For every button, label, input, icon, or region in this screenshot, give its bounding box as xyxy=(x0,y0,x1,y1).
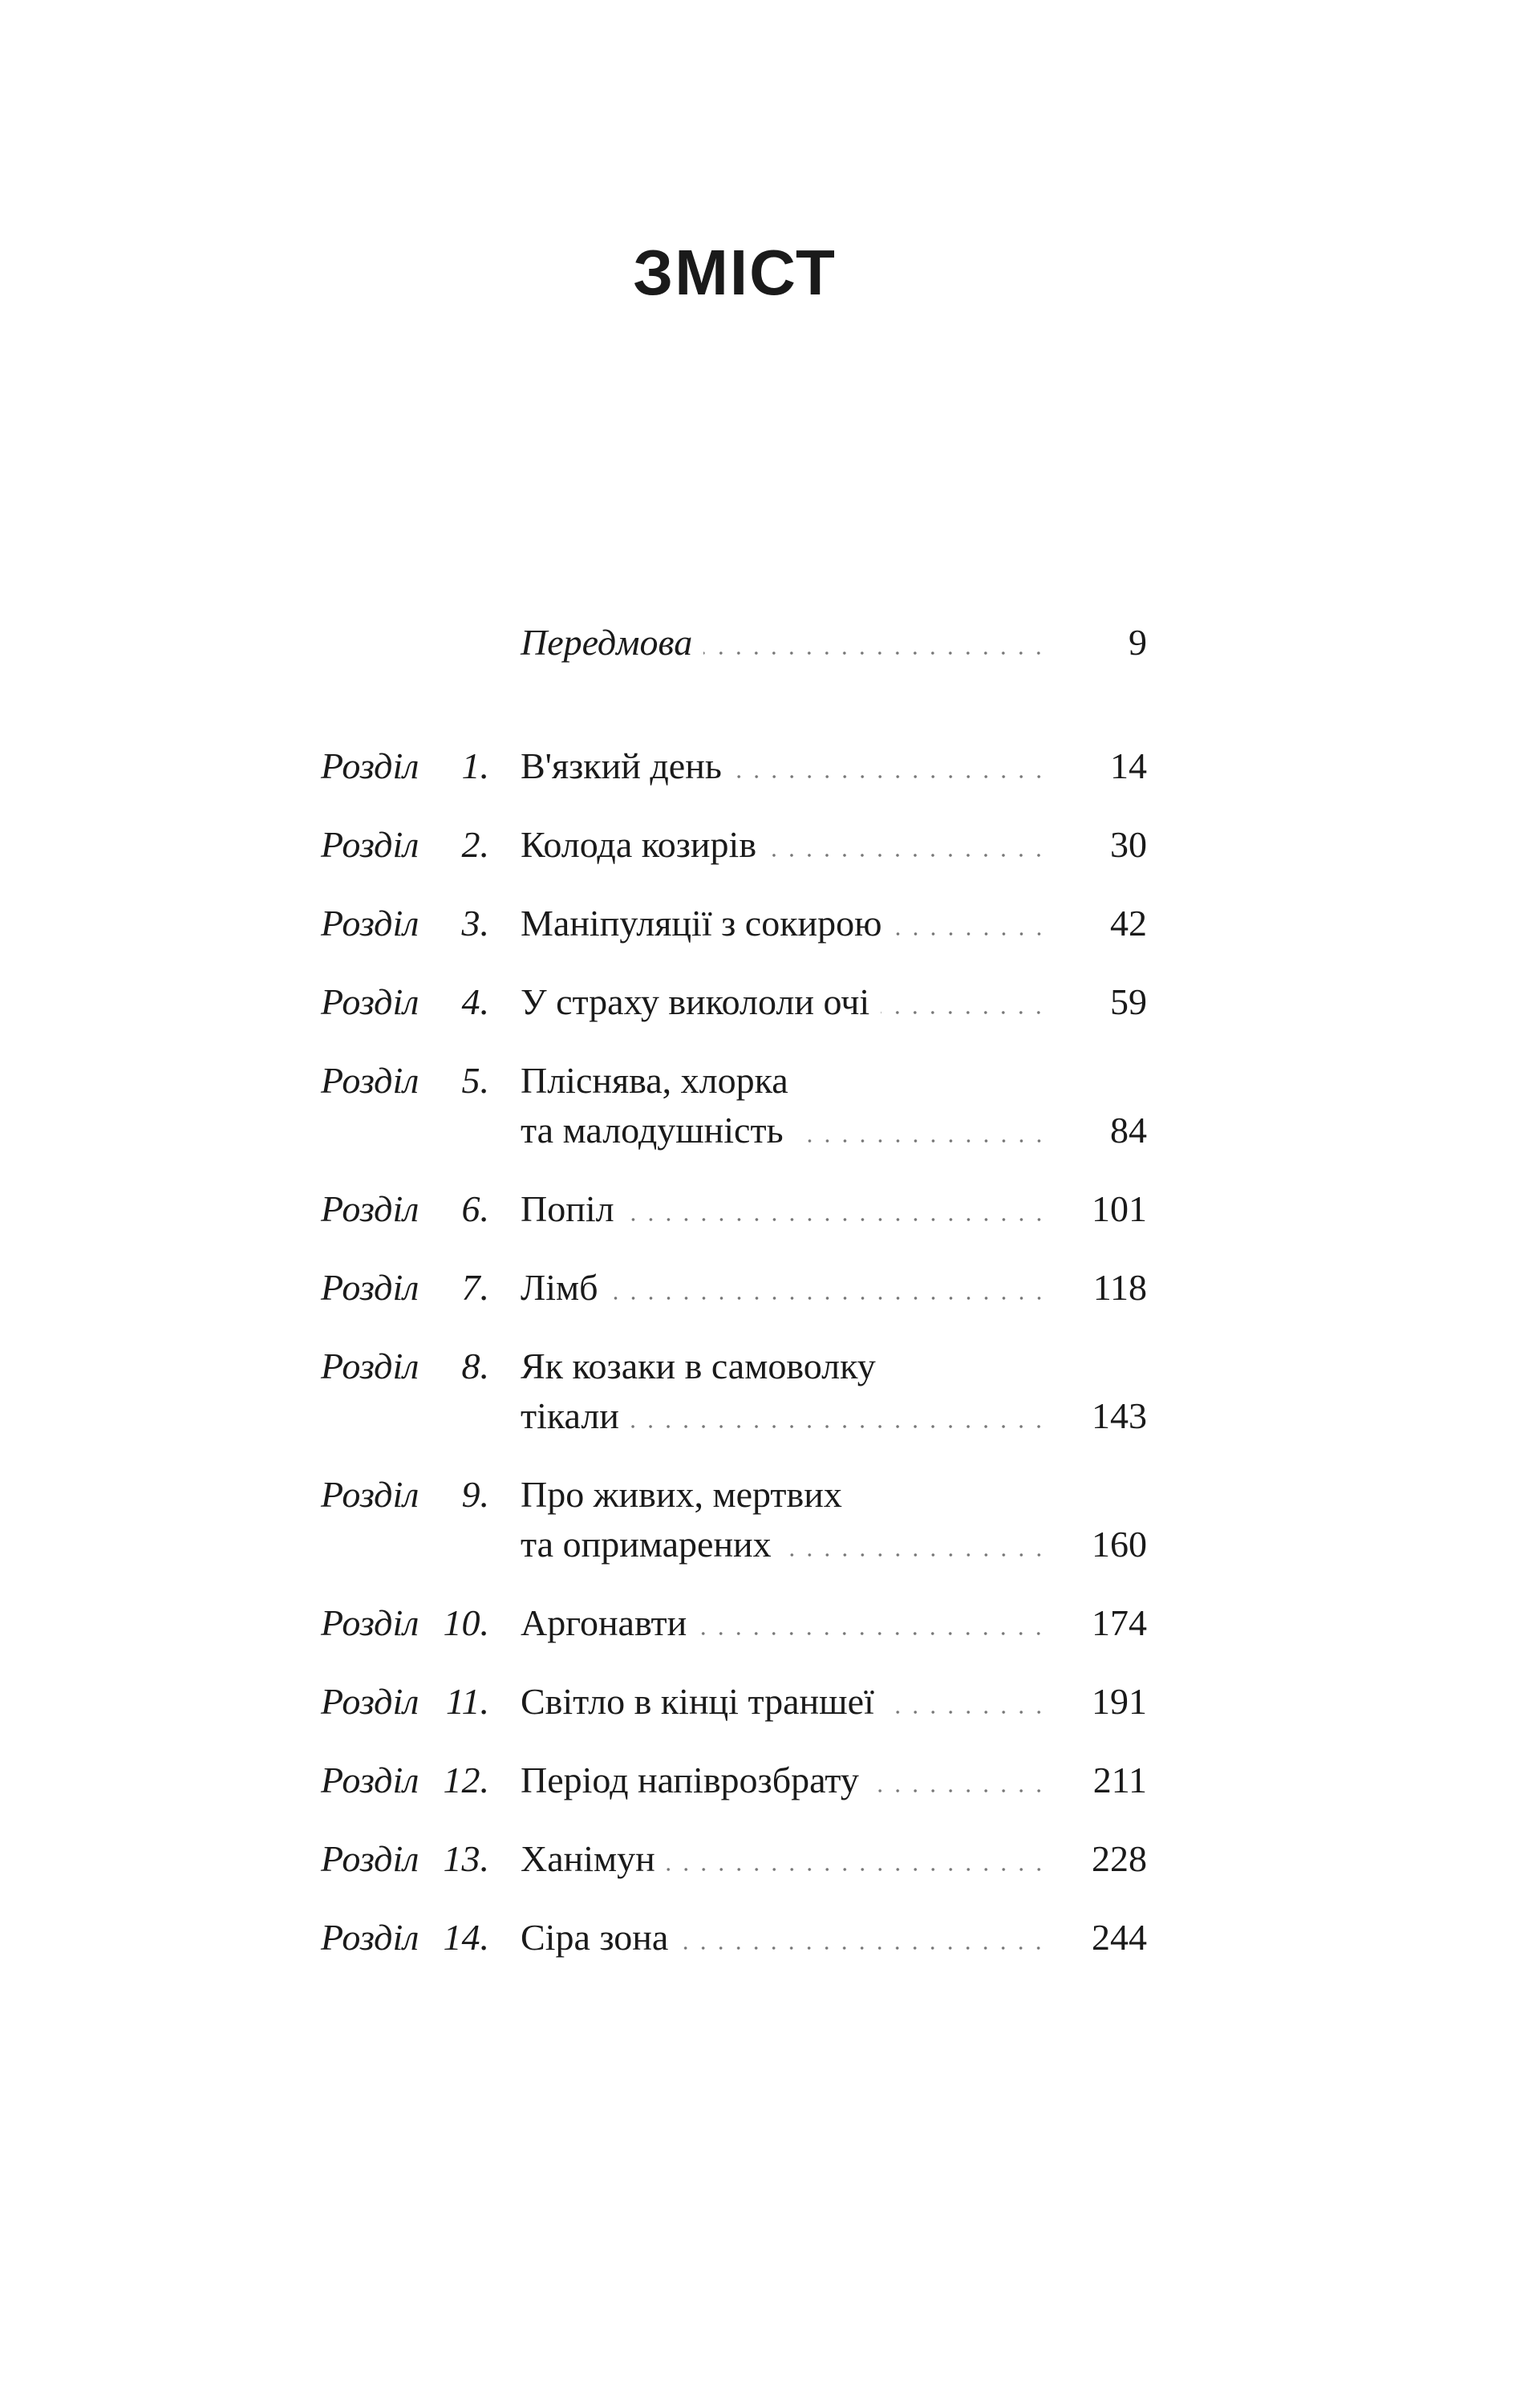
chapter-label: Розділ xyxy=(321,1346,419,1386)
chapter-title-line: Колода козирів xyxy=(521,824,757,865)
chapter-title xyxy=(521,1598,1048,1648)
chapter-title-line: Про живих, мертвих xyxy=(521,1474,842,1515)
dot-leader xyxy=(894,932,1048,936)
chapter-label: Розділ xyxy=(321,1681,419,1722)
chapter-number: 11. xyxy=(445,1681,489,1722)
page-number: 9 xyxy=(1129,622,1147,663)
dot-leader xyxy=(886,1711,1048,1714)
chapter-number: 7. xyxy=(461,1267,489,1308)
chapter-label: Розділ xyxy=(321,1917,419,1958)
toc-entry xyxy=(321,1598,1147,1648)
page-number: 191 xyxy=(1092,1681,1147,1722)
chapter-title xyxy=(521,1756,1048,1805)
page-number: 228 xyxy=(1092,1838,1147,1879)
chapter-title xyxy=(521,1056,1048,1155)
chapter-title-line: Маніпуляції з сокирою xyxy=(521,903,882,944)
chapter-title xyxy=(521,1677,1048,1727)
chapter-title xyxy=(521,741,1048,791)
page-number: 14 xyxy=(1110,745,1147,786)
chapter-number: 5. xyxy=(461,1060,489,1101)
table-of-contents xyxy=(321,618,1147,1991)
chapter-label: Розділ xyxy=(321,1760,419,1800)
chapter-label: Розділ xyxy=(321,1267,419,1308)
dot-leader xyxy=(733,775,1048,778)
chapter-title-line: Період напіврозбрату xyxy=(521,1760,859,1800)
chapter-number: 10. xyxy=(443,1602,489,1643)
chapter-number: 14. xyxy=(443,1917,489,1958)
chapter-title-line: Аргонавти xyxy=(521,1602,687,1643)
chapter-label: Розділ xyxy=(321,1474,419,1515)
toc-entry xyxy=(321,1470,1147,1569)
page-number: 160 xyxy=(1092,1524,1147,1565)
page-number: 118 xyxy=(1092,1267,1147,1308)
chapter-label: Розділ xyxy=(321,1188,419,1229)
toc-entry xyxy=(321,1342,1147,1441)
toc-entry xyxy=(321,741,1147,791)
chapter-number: 3. xyxy=(461,903,489,944)
chapter-title xyxy=(521,1184,1048,1234)
toc-entry-preface xyxy=(321,618,1147,668)
toc-entry xyxy=(321,977,1147,1027)
chapter-label: Розділ xyxy=(321,1602,419,1643)
toc-entry xyxy=(321,820,1147,870)
chapter-number: 9. xyxy=(461,1474,489,1515)
chapter-title-line: тікали xyxy=(521,1395,619,1436)
chapter-number: 6. xyxy=(461,1188,489,1229)
chapter-title-line: та малодушність xyxy=(521,1110,784,1151)
toc-entry xyxy=(321,1913,1147,1963)
chapter-title xyxy=(521,1913,1048,1963)
toc-entry xyxy=(321,1677,1147,1727)
toc-entry xyxy=(321,1184,1147,1234)
page-number: 84 xyxy=(1110,1110,1147,1151)
toc-entry xyxy=(321,1756,1147,1805)
chapter-label: Розділ xyxy=(321,824,419,865)
chapter-number: 4. xyxy=(461,981,489,1022)
chapter-label: Розділ xyxy=(321,745,419,786)
chapter-title-line: та опримарених xyxy=(521,1524,772,1565)
chapter-title-line: Лімб xyxy=(521,1267,598,1308)
dot-leader xyxy=(667,1868,1048,1871)
dot-leader xyxy=(703,652,1048,655)
dot-leader xyxy=(881,1011,1048,1014)
chapter-title-line: Сіра зона xyxy=(521,1917,669,1958)
page-number: 174 xyxy=(1092,1602,1147,1643)
chapter-title xyxy=(521,977,1048,1027)
page-number: 211 xyxy=(1092,1760,1147,1800)
dot-leader xyxy=(795,1139,1048,1143)
toc-entry xyxy=(321,1834,1147,1884)
chapter-title-line: Світло в кінці траншеї xyxy=(521,1681,874,1722)
chapter-number: 1. xyxy=(461,745,489,786)
chapter-number: 13. xyxy=(443,1838,489,1879)
chapter-title-line: Пліснява, хлорка xyxy=(521,1060,788,1101)
chapter-title-line: В'язкий день xyxy=(521,745,722,786)
page-number: 101 xyxy=(1092,1188,1147,1229)
chapter-number: 12. xyxy=(443,1760,489,1800)
chapter-label: Розділ xyxy=(321,981,419,1022)
chapter-title-line: Як козаки в самоволку xyxy=(521,1346,876,1386)
chapter-title xyxy=(521,820,1048,870)
chapter-title xyxy=(521,618,1048,668)
chapter-title-line: Передмова xyxy=(521,622,693,663)
toc-entry xyxy=(321,899,1147,948)
chapter-label: Розділ xyxy=(321,1838,419,1879)
dot-leader xyxy=(768,854,1048,857)
page-number: 42 xyxy=(1110,903,1147,944)
chapter-title xyxy=(521,1342,1048,1441)
page-number: 244 xyxy=(1092,1917,1147,1958)
chapter-title xyxy=(521,1470,1048,1569)
chapter-number: 8. xyxy=(461,1346,489,1386)
toc-entry xyxy=(321,1056,1147,1155)
dot-leader xyxy=(698,1632,1048,1635)
page-number: 30 xyxy=(1110,824,1147,865)
page-title: ЗМІСТ xyxy=(633,236,837,308)
chapter-title-line: Попіл xyxy=(521,1188,614,1229)
toc-entry xyxy=(321,1263,1147,1313)
page-number: 143 xyxy=(1092,1395,1147,1436)
chapter-label: Розділ xyxy=(321,1060,419,1101)
chapter-number: 2. xyxy=(461,824,489,865)
dot-leader xyxy=(783,1553,1048,1557)
dot-leader xyxy=(610,1297,1048,1300)
page-number: 59 xyxy=(1110,981,1147,1022)
chapter-title-line: Ханімун xyxy=(521,1838,655,1879)
chapter-title-line: У страху викололи очі xyxy=(521,981,870,1022)
chapter-title xyxy=(521,1834,1048,1884)
dot-leader xyxy=(630,1425,1048,1428)
chapter-title xyxy=(521,1263,1048,1313)
chapter-label: Розділ xyxy=(321,903,419,944)
dot-leader xyxy=(626,1218,1048,1221)
chapter-title xyxy=(521,899,1048,948)
dot-leader xyxy=(679,1946,1048,1950)
dot-leader xyxy=(870,1789,1048,1792)
